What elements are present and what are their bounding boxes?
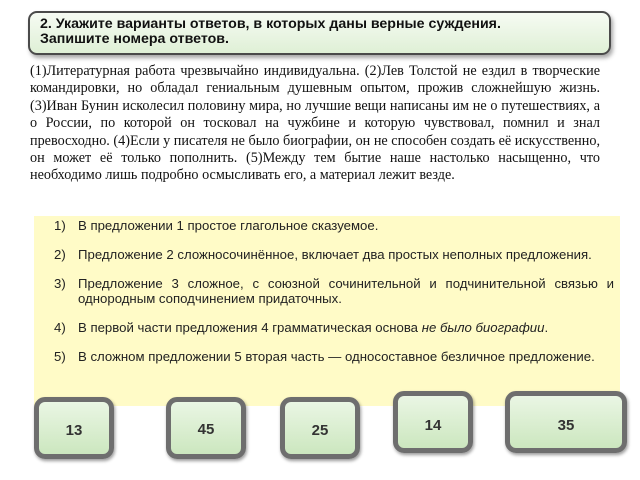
- answer-label: 35: [557, 416, 575, 434]
- statement-5: [54, 349, 614, 364]
- passage-text: (1)Литературная работа чрезвычайно индивидуальна. (2)Лев Толстой не ездил в творческие командировки, но обладал гениальным душевным опытом, прожив сложнейшую жизнь. (3)Иван Бунин исколесил половину мира, но лучшие вещи написаны им не о путешествиях, а о России, по которой он тосковал на чужбине и которую чувствовал, помнил и знал превосходно. (4)Если у писателя не было биографии, он не способен создать её искусственно, он может её только пополнить. (5)Между тем бытие наше настолько насыщенно, что необходимо лишь подробно осмысливать его, а материал лежит везде.: [30, 63, 600, 184]
- answer-option-1[interactable]: [34, 397, 114, 459]
- statement-text: В сложном предложении 5 вторая часть — односоставное безличное предложение.: [78, 349, 595, 364]
- task-title: 2. Укажите варианты ответов, в которых даны верные суждения.: [40, 16, 501, 32]
- task-header: [28, 11, 611, 55]
- statement-number: 4): [54, 320, 66, 335]
- statement-1: [54, 218, 614, 233]
- statement-text: [78, 320, 614, 335]
- answer-label: 14: [424, 416, 442, 434]
- statement-3: [54, 276, 614, 306]
- statement-4: [54, 320, 614, 335]
- task-instruction: Запишите номера ответов.: [40, 31, 229, 47]
- statement-text: В предложении 1 простое глагольное сказуемое.: [78, 218, 379, 233]
- statement-text-end: .: [544, 320, 549, 335]
- statement-number: 1): [54, 218, 66, 233]
- statement-text: Предложение 3 сложное, с союзной сочинительной и подчинительной связью и однородным соподчинением придаточных.: [78, 276, 614, 306]
- statement-text-main: В первой части предложения 4 грамматическая основа: [78, 320, 422, 335]
- statement-number: 2): [54, 247, 66, 262]
- answer-option-4[interactable]: [393, 391, 473, 453]
- statements-list: [34, 216, 620, 406]
- answer-option-3[interactable]: [280, 397, 360, 459]
- statement-number: 5): [54, 349, 66, 364]
- answer-label: 25: [311, 421, 329, 439]
- answer-option-5[interactable]: [505, 391, 627, 453]
- statement-number: 3): [54, 276, 66, 291]
- answer-label: 45: [197, 420, 215, 438]
- statement-italic-phrase: не было биографии: [421, 320, 545, 335]
- statement-text: Предложение 2 сложносочинённое, включает два простых неполных предложения.: [78, 247, 592, 262]
- statement-2: [54, 247, 614, 262]
- answer-label: 13: [65, 421, 83, 439]
- answer-option-2[interactable]: [166, 397, 246, 459]
